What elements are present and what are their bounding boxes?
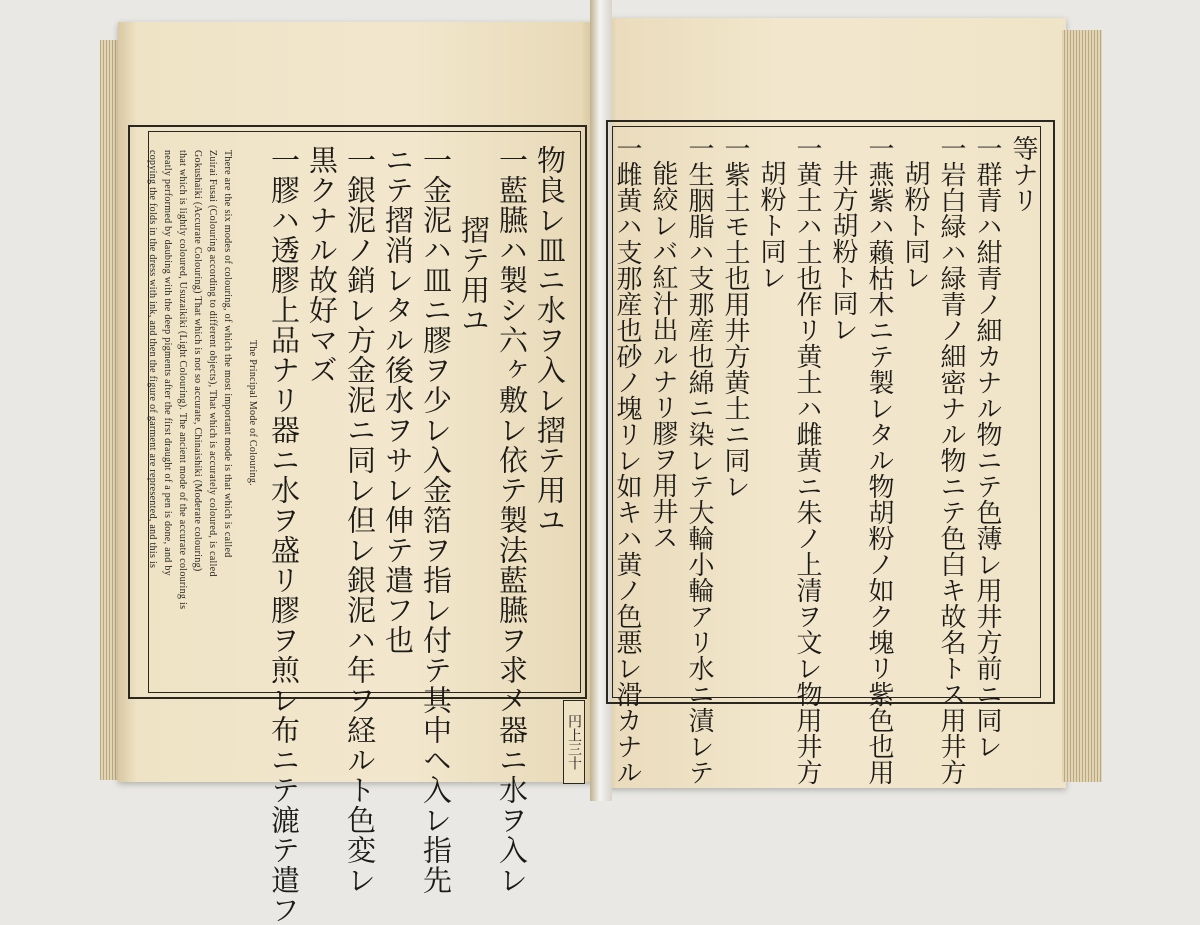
english-column-4: that which is lightly coloured, Usuzaikiki (Light Colouring). The ancient mode of the accurate colouring is [177, 150, 188, 610]
right-jp-column-12: 一雌黄ハ支那産也砂ノ塊リレ如キハ黄ノ色悪レ滑カナル [612, 135, 642, 785]
right-jp-column-7: 一黄土ハ土也作リ黄土ハ雌黄ニ朱ノ上清ヲ文レ物用井方 [792, 135, 822, 785]
right-jp-column-1: 等ナリ [1008, 135, 1038, 213]
right-page-edges [1062, 30, 1102, 782]
english-column-6: copying the folds in the dress with ink, and then the figure of garment are represented, and this is [147, 150, 158, 569]
right-jp-column-8: 胡粉ト同レ [756, 160, 786, 290]
english-column-1: There are the six modes of colouring, of which the most important mode is that which is called [222, 150, 233, 558]
left-jp-column-7: 黒クナル故好マズ [305, 145, 339, 385]
right-jp-column-11: 能絞レバ紅汁出ルナリ膠ヲ用井ス [648, 160, 678, 550]
left-jp-column-4: 一金泥ハ皿ニ膠ヲ少レ入金箔ヲ指レ付テ其中ヘ入レ指先 [419, 145, 453, 895]
english-column-2: Zuirai Fusai (Colouring according to different objects), That which is accurately coloured, is called [207, 150, 218, 577]
left-jp-column-3: 摺テ用ユ [457, 215, 491, 335]
left-jp-column-8: 一膠ハ透膠上品ナリ器ニ水ヲ盛リ膠ヲ煎レ布ニテ漉テ遣フ [267, 145, 301, 925]
left-jp-column-5: ニテ摺消レタル後水ヲサレ伸テ遣フ也 [381, 145, 415, 655]
left-page-edges [100, 40, 120, 780]
left-jp-column-1: 物良レ皿ニ水ヲ入レ摺テ用ユ [533, 145, 567, 535]
right-jp-column-2: 一群青ハ紺青ノ細カナル物ニテ色薄レ用井方前ニ同レ [972, 135, 1002, 759]
right-jp-column-4: 胡粉ト同レ [900, 160, 930, 290]
left-jp-column-2: 一藍臙ハ製シ六ヶ敷レ依テ製法藍臙ヲ求メ器ニ水ヲ入レ [495, 145, 529, 895]
right-jp-column-3: 一岩白緑ハ緑青ノ細密ナル物ニテ色白キ故名トス用井方 [936, 135, 966, 785]
right-jp-column-10: 一生胭脂ハ支那産也綿ニ染レテ大輪小輪アリ水ニ漬レテ [684, 135, 714, 785]
left-jp-column-6: 一銀泥ノ銷レ方金泥ニ同レ但レ銀泥ハ年ヲ経ルト色変レ [343, 145, 377, 895]
right-jp-column-6: 井方胡粉ト同レ [828, 160, 858, 342]
right-jp-column-5: 一燕紫ハ藾枯木ニテ製レタル物胡粉ノ如ク塊リ紫色也用 [864, 135, 894, 785]
page-folio: 円上三十 [563, 700, 585, 784]
english-column-3: Gokushaiki (Accurate Colouring) That which is not so accurate, Chinaishiki (Moderate colouring) [192, 150, 203, 572]
english-title: The Principal Mode of Colouring. [247, 340, 258, 486]
right-jp-column-9: 一紫土モ土也用井方黄土ニ同レ [720, 135, 750, 499]
english-column-5: neatly performed by daubing with the deep pigments after the first draught of a pen is done, and by [162, 150, 173, 576]
